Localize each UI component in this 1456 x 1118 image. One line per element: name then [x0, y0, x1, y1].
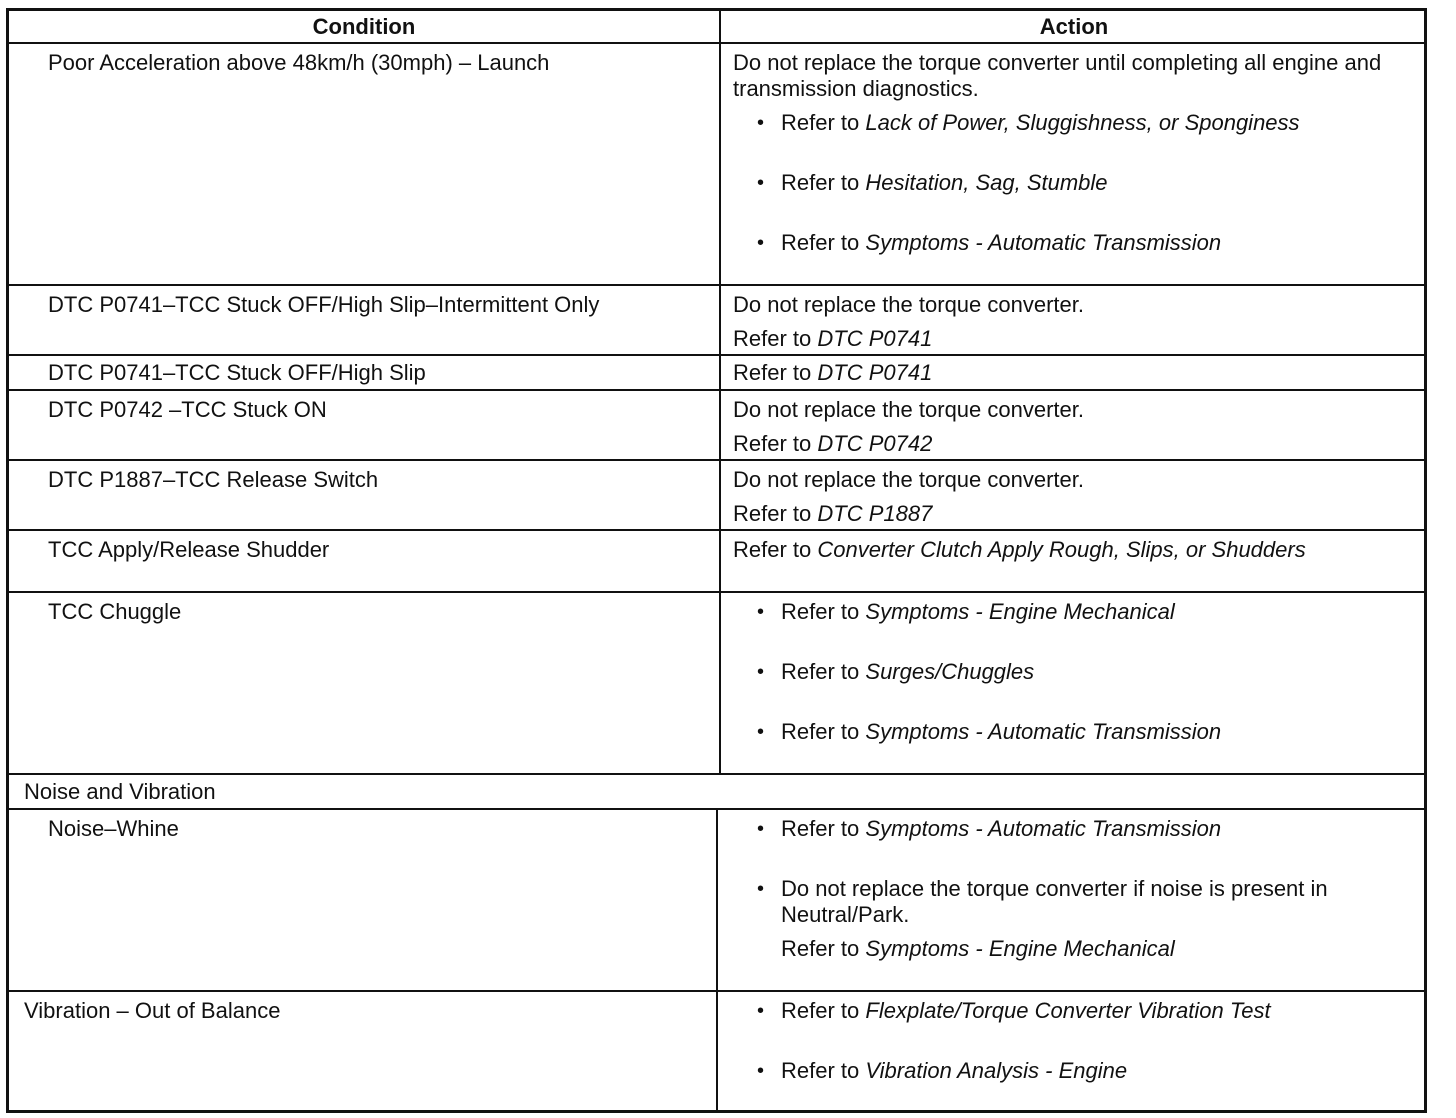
action-cell	[733, 397, 1423, 465]
bullet-item: • Do not replace the torque converter if noise is present in Neutral/Park.	[733, 876, 1423, 928]
condition-cell: Noise–Whine	[48, 816, 179, 841]
action-cell	[733, 998, 1423, 1118]
action-cell	[733, 537, 1423, 571]
table-row	[8, 42, 1426, 286]
reference-line: Refer to Converter Clutch Apply Rough, Slips, or Shudders	[733, 537, 1306, 562]
reference-line: Refer to DTC P0741	[733, 360, 933, 385]
reference-link: Symptoms - Automatic Transmission	[865, 816, 1222, 841]
reference-link: DTC P0742	[817, 431, 933, 456]
action-text: Do not replace the torque converter.	[733, 397, 1084, 422]
bullet-item: • Refer to Symptoms - Automatic Transmission	[733, 719, 1423, 779]
condition-cell: TCC Chuggle	[48, 599, 182, 624]
reference-link: Hesitation, Sag, Stumble	[865, 170, 1108, 195]
reference-line: Refer to Symptoms - Engine Mechanical	[781, 936, 1175, 961]
column-divider-lower	[716, 808, 718, 1110]
bullet-item: • Refer to Symptoms - Automatic Transmission	[733, 816, 1423, 876]
bullet-item: • Refer to Hesitation, Sag, Stumble	[733, 170, 1423, 230]
condition-cell: DTC P0742 –TCC Stuck ON	[48, 397, 327, 422]
reference-link: Lack of Power, Sluggishness, or Sponginess	[865, 110, 1300, 135]
action-cell	[733, 816, 1423, 962]
condition-cell: Poor Acceleration above 48km/h (30mph) – Launch	[48, 50, 550, 75]
action-cell	[733, 292, 1423, 360]
bullet-item: • Refer to Vibration Analysis - Engine	[733, 1058, 1423, 1118]
section-header	[8, 773, 1426, 810]
reference-line: Refer to DTC P1887	[733, 501, 933, 526]
header-condition: Condition	[312, 14, 416, 39]
header-action: Action	[1039, 14, 1109, 39]
reference-link: Symptoms - Engine Mechanical	[865, 936, 1175, 961]
condition-cell: DTC P1887–TCC Release Switch	[48, 467, 379, 492]
reference-link: Surges/Chuggles	[865, 659, 1035, 684]
bullet-item: • Refer to Flexplate/Torque Converter Vibration Test	[733, 998, 1423, 1058]
table-row	[8, 529, 1426, 593]
reference-link: DTC P1887	[817, 501, 933, 526]
condition-cell: TCC Apply/Release Shudder	[48, 537, 330, 562]
reference-link: Symptoms - Automatic Transmission	[865, 719, 1222, 744]
section-title: Noise and Vibration	[24, 779, 216, 804]
bullet-item: • Refer to Lack of Power, Sluggishness, or Sponginess	[733, 110, 1423, 170]
bullet-item: • Refer to Symptoms - Engine Mechanical	[733, 599, 1423, 659]
action-cell	[733, 50, 1423, 290]
reference-link: DTC P0741	[817, 326, 933, 351]
table-row	[8, 591, 1426, 775]
condition-cell: Vibration – Out of Balance	[24, 998, 281, 1023]
table-border-bottom	[8, 1110, 1426, 1113]
table-row	[8, 389, 1426, 461]
table-row	[8, 284, 1426, 356]
table-border-left	[6, 8, 9, 1113]
table-row	[8, 354, 1426, 391]
reference-link: DTC P0741	[817, 360, 933, 385]
condition-cell: DTC P0741–TCC Stuck OFF/High Slip	[48, 360, 426, 385]
reference-link: Symptoms - Automatic Transmission	[865, 230, 1222, 255]
reference-line: Refer to DTC P0741	[733, 326, 933, 351]
bullet-item: • Refer to Surges/Chuggles	[733, 659, 1423, 719]
reference-line: Refer to DTC P0742	[733, 431, 933, 456]
table-header	[8, 8, 1426, 45]
action-text: Do not replace the torque converter.	[733, 292, 1084, 317]
reference-link: Vibration Analysis - Engine	[865, 1058, 1128, 1083]
table-border-right	[1424, 8, 1427, 1113]
action-cell	[733, 467, 1423, 535]
column-divider	[719, 8, 721, 773]
action-text: Do not replace the torque converter.	[733, 467, 1084, 492]
reference-link: Flexplate/Torque Converter Vibration Test	[865, 998, 1271, 1023]
reference-link: Converter Clutch Apply Rough, Slips, or Shudders	[817, 537, 1306, 562]
bullet-item: • Refer to Symptoms - Automatic Transmission	[733, 230, 1423, 290]
action-cell	[733, 599, 1423, 779]
reference-link: Symptoms - Engine Mechanical	[865, 599, 1175, 624]
condition-cell: DTC P0741–TCC Stuck OFF/High Slip–Intermittent Only	[48, 292, 600, 317]
action-text: Do not replace the torque converter until completing all engine and transmission diagnostics.	[733, 50, 1382, 101]
table-row	[8, 459, 1426, 531]
